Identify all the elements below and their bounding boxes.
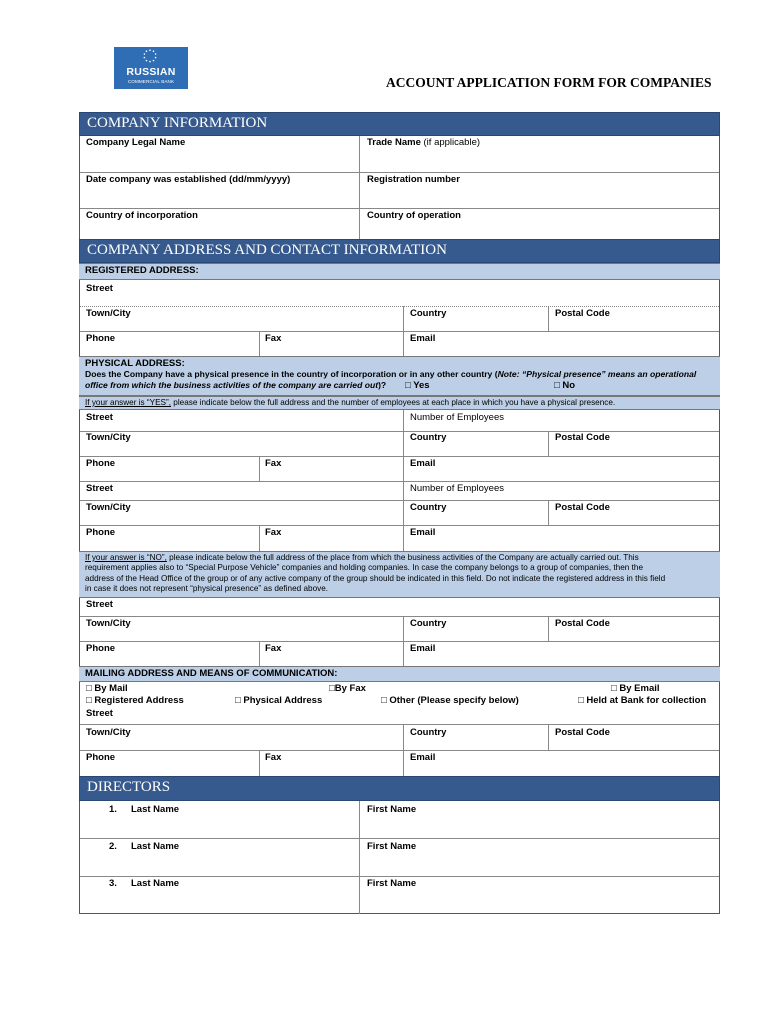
divider	[80, 331, 719, 332]
physical-postal-field-2[interactable]: Postal Code	[555, 502, 610, 513]
operational-street-field[interactable]: Street	[86, 599, 113, 610]
country-of-incorporation-field[interactable]: Country of incorporation	[86, 210, 198, 221]
registration-number-field[interactable]: Registration number	[367, 174, 460, 185]
divider	[548, 431, 549, 456]
physical-country-field-1[interactable]: Country	[410, 432, 447, 443]
trade-name-label: Trade Name	[367, 137, 421, 148]
operational-town-field[interactable]: Town/City	[86, 618, 131, 629]
divider	[80, 724, 719, 725]
registered-phone-field[interactable]: Phone	[86, 333, 116, 344]
no-instructions-text-1: please indicate below the full address of the place from which the business activities of the Company are actually carried out. This	[166, 553, 639, 562]
divider	[259, 456, 260, 481]
operational-country-field[interactable]: Country	[410, 618, 447, 629]
director-number: 3.	[109, 878, 117, 889]
physical-fax-field-1[interactable]: Fax	[265, 458, 282, 469]
divider	[548, 500, 549, 525]
physical-street-field-1[interactable]: Street	[86, 412, 113, 423]
divider	[259, 331, 260, 356]
logo-line-2: COMMERCIAL BANK	[127, 79, 175, 84]
divider	[80, 431, 719, 432]
registered-address-band: REGISTERED ADDRESS:	[79, 263, 720, 280]
yes-checkbox[interactable]: □ Yes	[405, 380, 430, 391]
divider	[80, 481, 719, 482]
registered-town-field[interactable]: Town/City	[86, 308, 131, 319]
by-mail-checkbox[interactable]: □ By Mail	[86, 683, 128, 694]
stars-icon	[142, 49, 158, 63]
physical-presence-question	[85, 369, 714, 380]
divider	[259, 750, 260, 776]
directors-header: DIRECTORS	[79, 776, 720, 801]
note-text: : “Physical presence” means an operational	[516, 369, 697, 380]
employees-field-2[interactable]: Number of Employees	[410, 483, 504, 494]
note-label: Note	[497, 369, 517, 380]
employees-field-1[interactable]: Number of Employees	[410, 412, 504, 423]
director-3-last-name-field[interactable]: Last Name	[131, 878, 180, 889]
no-instructions-line-1	[85, 553, 714, 563]
no-instructions-line-3: address of the Head Office of the group or of any active company of the group should be indicated in this field. Do not indicate the registered address in this field	[85, 573, 666, 583]
physical-email-field-2[interactable]: Email	[410, 527, 436, 538]
mailing-address-band: MAILING ADDRESS AND MEANS OF COMMUNICATION:	[79, 666, 720, 682]
registered-address-checkbox[interactable]: □ Registered Address	[86, 695, 184, 706]
director-2-last-name-field[interactable]: Last Name	[131, 841, 180, 852]
question-text-2: office from which the business activities of the company are carried out	[85, 380, 379, 391]
operational-postal-field[interactable]: Postal Code	[555, 618, 610, 629]
physical-address-checkbox[interactable]: □ Physical Address	[235, 695, 323, 706]
physical-address-band	[79, 356, 720, 396]
director-number: 2.	[109, 841, 117, 852]
divider	[403, 410, 404, 481]
mailing-town-field[interactable]: Town/City	[86, 727, 131, 738]
physical-address-title: PHYSICAL ADDRESS:	[85, 358, 185, 369]
divider	[403, 481, 404, 551]
trade-name-field[interactable]	[367, 137, 480, 148]
divider	[80, 876, 719, 877]
bank-logo	[114, 47, 188, 89]
yes-instructions-lead: If your answer is “YES”,	[85, 398, 171, 407]
registered-country-field[interactable]: Country	[410, 308, 447, 319]
physical-phone-field-1[interactable]: Phone	[86, 458, 116, 469]
no-checkbox[interactable]: □ No	[554, 380, 576, 391]
physical-town-field-1[interactable]: Town/City	[86, 432, 131, 443]
director-number: 1.	[109, 804, 117, 815]
yes-instructions-text: please indicate below the full address and the number of employees at each place in which you have a physical presence.	[171, 398, 616, 407]
divider	[548, 724, 549, 750]
physical-street-field-2[interactable]: Street	[86, 483, 113, 494]
question-end: )?	[378, 380, 387, 391]
physical-fax-field-2[interactable]: Fax	[265, 527, 282, 538]
registered-email-field[interactable]: Email	[410, 333, 436, 344]
operational-email-field[interactable]: Email	[410, 643, 436, 654]
yes-instructions	[79, 396, 720, 410]
divider	[359, 801, 360, 914]
divider	[80, 838, 719, 839]
no-instructions	[79, 551, 720, 598]
divider	[259, 641, 260, 666]
divider	[80, 750, 719, 751]
company-legal-name-field[interactable]: Company Legal Name	[86, 137, 186, 148]
divider	[80, 306, 719, 307]
registered-postal-field[interactable]: Postal Code	[555, 308, 610, 319]
by-fax-checkbox[interactable]: □By Fax	[329, 683, 366, 694]
physical-presence-question-2	[85, 380, 714, 391]
mailing-fax-field[interactable]: Fax	[265, 752, 282, 763]
divider	[80, 172, 719, 173]
divider	[359, 136, 360, 239]
physical-postal-field-1[interactable]: Postal Code	[555, 432, 610, 443]
registered-fax-field[interactable]: Fax	[265, 333, 282, 344]
divider	[80, 616, 719, 617]
divider	[80, 456, 719, 457]
physical-town-field-2[interactable]: Town/City	[86, 502, 131, 513]
date-established-field[interactable]: Date company was established (dd/mm/yyyy)	[86, 174, 291, 185]
divider	[80, 208, 719, 209]
mailing-phone-field[interactable]: Phone	[86, 752, 116, 763]
mailing-postal-field[interactable]: Postal Code	[555, 727, 610, 738]
logo-line-1: RUSSIAN	[126, 66, 176, 78]
address-contact-header: COMPANY ADDRESS AND CONTACT INFORMATION	[79, 239, 720, 263]
registered-street-field[interactable]: Street	[86, 283, 113, 294]
country-of-operation-field[interactable]: Country of operation	[367, 210, 461, 221]
divider	[548, 616, 549, 641]
divider	[80, 525, 719, 526]
mailing-email-field[interactable]: Email	[410, 752, 436, 763]
director-1-last-name-field[interactable]: Last Name	[131, 804, 180, 815]
company-information-header: COMPANY INFORMATION	[79, 112, 720, 136]
question-text: Does the Company have a physical presence in the country of incorporation or in any other country (	[85, 369, 498, 380]
by-email-checkbox[interactable]: □ By Email	[611, 683, 660, 694]
physical-email-field-1[interactable]: Email	[410, 458, 436, 469]
divider	[548, 306, 549, 331]
divider	[259, 525, 260, 551]
divider	[80, 500, 719, 501]
operational-fax-field[interactable]: Fax	[265, 643, 282, 654]
trade-name-note: (if applicable)	[420, 137, 481, 148]
no-instructions-lead: If your answer is “NO”,	[85, 553, 167, 562]
other-checkbox[interactable]: □ Other (Please specify below)	[381, 695, 519, 706]
director-2-first-name-field[interactable]: First Name	[367, 841, 417, 852]
director-3-first-name-field[interactable]: First Name	[367, 878, 417, 889]
divider	[80, 641, 719, 642]
mailing-street-field[interactable]: Street	[86, 708, 113, 719]
physical-country-field-2[interactable]: Country	[410, 502, 447, 513]
mailing-country-field[interactable]: Country	[410, 727, 447, 738]
operational-phone-field[interactable]: Phone	[86, 643, 116, 654]
held-at-bank-checkbox[interactable]: □ Held at Bank for collection	[578, 695, 707, 706]
no-instructions-line-2: requirement applies also to “Special Purpose Vehicle” companies and holding companies. In case the company belongs to a group of companies, then the	[85, 563, 644, 573]
page-title: ACCOUNT APPLICATION FORM FOR COMPANIES	[386, 75, 712, 90]
director-1-first-name-field[interactable]: First Name	[367, 804, 417, 815]
physical-phone-field-2[interactable]: Phone	[86, 527, 116, 538]
no-instructions-line-4: in case it does not represent “physical presence” as defined above.	[85, 584, 329, 594]
